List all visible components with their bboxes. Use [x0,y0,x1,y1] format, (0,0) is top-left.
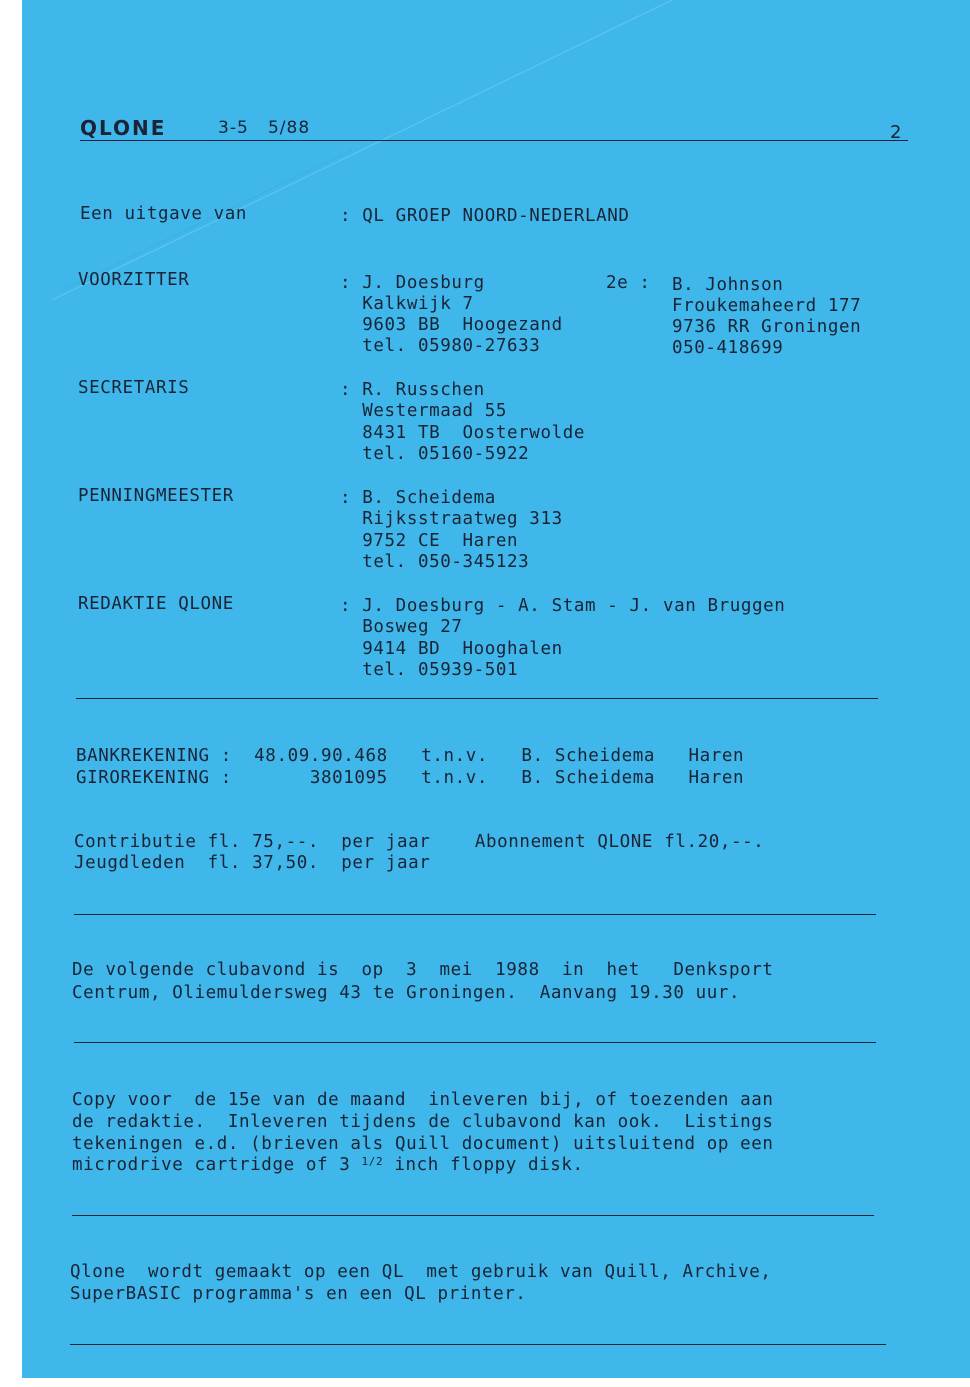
editors-line: Bosweg 27 [340,617,463,637]
half-fraction: 1/2 [361,1155,384,1168]
issue-number: 3-5 5/88 [218,118,311,138]
copy-line: Copy voor de 15e van de maand inleveren bij, of toezenden aan [72,1090,774,1110]
chairman-line: tel. 05980-27633 [340,336,541,356]
section-rule [74,1042,876,1043]
treasurer-line: Rijksstraatweg 313 [340,509,563,529]
chairman-line: Kalkwijk 7 [340,294,474,314]
youth-fee-line: Jeugdleden fl. 37,50. per jaar [74,853,431,873]
vice-chairman-label: 2e : [606,273,651,293]
vice-chairman-line: B. Johnson [672,275,784,295]
treasurer-line: tel. 050-345123 [340,552,530,572]
page-number: 2 [890,122,903,143]
publisher-label: Een uitgave van [80,204,248,224]
copy-line [72,1155,584,1175]
secretary-label: SECRETARIS [78,378,190,398]
copy-line-text: microdrive cartridge of 3 [72,1155,362,1175]
copy-line: de redaktie. Inleveren tijdens de clubavond kan ook. Listings [72,1112,774,1132]
section-rule [70,1344,886,1345]
vice-chairman-line: 9736 RR Groningen [672,317,862,337]
chairman-line: 9603 BB Hoogezand [340,315,563,335]
membership-fee-line: Contributie fl. 75,--. per jaar Abonnement QLONE fl.20,--. [74,832,765,852]
treasurer-line: 9752 CE Haren [340,531,519,551]
editors-line: : J. Doesburg - A. Stam - J. van Bruggen [340,596,786,616]
production-line: Qlone wordt gemaakt op een QL met gebruik van Quill, Archive, [70,1262,772,1282]
production-line: SuperBASIC programma's en een QL printer. [70,1284,527,1304]
bank-account-line: BANKREKENING : 48.09.90.468 t.n.v. B. Scheidema Haren [76,746,745,766]
treasurer-label: PENNINGMEESTER [78,486,234,506]
copy-line-text: inch floppy disk. [383,1155,584,1175]
editors-label: REDAKTIE QLONE [78,594,234,614]
chairman-line: : J. Doesburg [340,273,485,293]
secretary-line: Westermaad 55 [340,401,508,421]
paper-crease [52,0,752,300]
meeting-line: De volgende clubavond is op 3 mei 1988 in het Denksport [72,960,774,980]
editors-line: 9414 BD Hooghalen [340,639,563,659]
secretary-line: : R. Russchen [340,380,485,400]
document-page [22,0,970,1378]
copy-line: tekeningen e.d. (brieven als Quill document) uitsluitend op een [72,1134,774,1154]
giro-account-line: GIROREKENING : 3801095 t.n.v. B. Scheidema Haren [76,768,745,788]
vice-chairman-line: Froukemaheerd 177 [672,296,862,316]
meeting-line: Centrum, Oliemuldersweg 43 te Groningen. Aanvang 19.30 uur. [72,983,741,1003]
publisher-value: : QL GROEP NOORD-NEDERLAND [340,206,630,226]
section-rule [72,1215,874,1216]
secretary-line: tel. 05160-5922 [340,444,530,464]
editors-line: tel. 05939-501 [340,660,519,680]
header-rule [80,140,908,141]
chairman-label: VOORZITTER [78,270,190,290]
section-rule [74,914,876,915]
treasurer-line: : B. Scheidema [340,488,496,508]
secretary-line: 8431 TB Oosterwolde [340,423,585,443]
section-rule [76,698,878,699]
masthead-title: QLONE [80,116,167,140]
vice-chairman-line: 050-418699 [672,338,784,358]
